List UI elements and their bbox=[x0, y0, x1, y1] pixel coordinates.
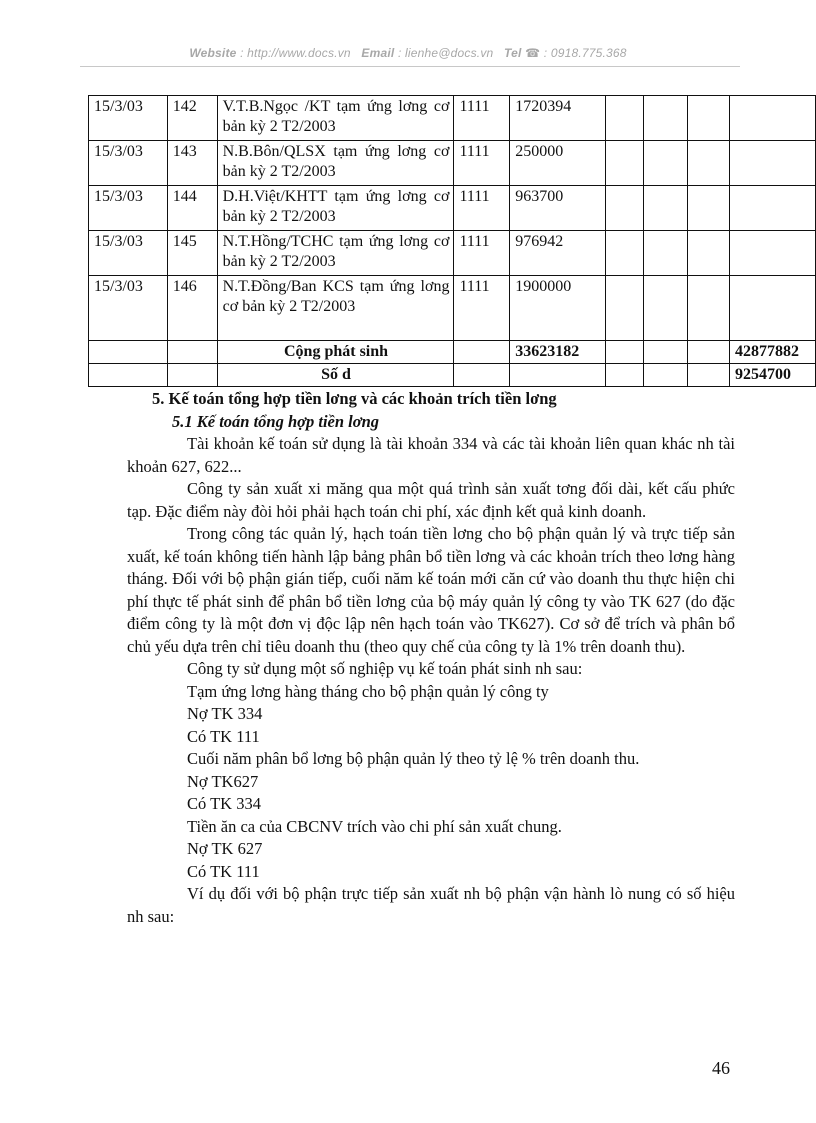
cell-date: 15/3/03 bbox=[89, 186, 168, 231]
line-credit-111: Có TK 111 bbox=[187, 726, 260, 746]
line-meal-allowance: Tiền ăn ca của CBCNV trích vào chi phí sản xuất chung. bbox=[187, 816, 562, 836]
cell-empty bbox=[167, 341, 217, 364]
cell-account: 1111 bbox=[454, 96, 510, 141]
total-debit: 33623182 bbox=[510, 341, 606, 364]
tel-label: Tel bbox=[504, 46, 522, 60]
line-debit-627-b: Nợ TK 627 bbox=[187, 839, 263, 858]
page-number: 46 bbox=[712, 1058, 730, 1078]
cell-empty bbox=[606, 141, 644, 186]
cell-date: 15/3/03 bbox=[89, 96, 168, 141]
cell-number: 142 bbox=[167, 96, 217, 141]
line-debit-627: Nợ TK627 bbox=[187, 771, 259, 791]
cell-empty bbox=[643, 186, 688, 231]
cell-empty bbox=[167, 364, 217, 387]
document-body bbox=[127, 388, 735, 928]
balance-row bbox=[89, 364, 816, 387]
cell-empty bbox=[606, 364, 644, 387]
table-row bbox=[89, 141, 816, 186]
paragraph-production: Công ty sản xuất xi măng qua một quá trình sản xuất tơng đối dài, kết cấu phức tạp. Đặc điểm này đòi hỏi phải hạch toán chi phí, xác định kết quả kinh doanh. bbox=[127, 479, 735, 521]
balance-value: 9254700 bbox=[730, 364, 816, 387]
cell-empty bbox=[643, 96, 688, 141]
line-credit-111-b: Có TK 111 bbox=[187, 861, 260, 881]
cell-number: 145 bbox=[167, 231, 217, 276]
cell-description: V.T.B.Ngọc /KT tạm ứng lơng cơ bản kỳ 2 T2/2003 bbox=[217, 96, 454, 141]
cell-empty bbox=[606, 341, 644, 364]
paragraph-operations: Công ty sử dụng một số nghiệp vụ kế toán phát sinh nh sau: bbox=[187, 659, 583, 678]
cell-date: 15/3/03 bbox=[89, 141, 168, 186]
cell-amount: 976942 bbox=[510, 231, 606, 276]
cell-empty bbox=[454, 364, 510, 387]
cell-empty bbox=[643, 364, 688, 387]
cell-empty bbox=[643, 341, 688, 364]
cell-empty bbox=[643, 231, 688, 276]
cell-empty bbox=[688, 231, 730, 276]
table-row bbox=[89, 276, 816, 341]
balance-label: Số d bbox=[217, 364, 454, 387]
cell-empty bbox=[643, 141, 688, 186]
paragraph-example: Ví dụ đối với bộ phận trực tiếp sản xuất nh bộ phận vận hành lò nung có số hiệu nh sau: bbox=[127, 884, 735, 926]
total-credit: 42877882 bbox=[730, 341, 816, 364]
cell-empty bbox=[606, 96, 644, 141]
line-debit-334: Nợ TK 334 bbox=[187, 704, 263, 723]
paragraph-management: Trong công tác quản lý, hạch toán tiền lơng cho bộ phận quản lý và trực tiếp sản xuất, kế toán không tiến hành lập bảng phân bổ tiền lơng và các khoản trích theo lơng hàng tháng. Đối với bộ phận gián tiếp, cuối năm kế toán mới căn cứ vào doanh thu thực hiện chi phí thực tế phát sinh để phân bổ tiền lơng của bộ máy quản lý công ty vào TK 627 (do đặc điểm công ty là một đơn vị độc lập nên hạch toán vào TK627). Cơ sở để trích và phân bổ chủ yếu dựa trên chỉ tiêu doanh thu (theo quy chế của công ty là 1% trên doanh thu). bbox=[127, 524, 735, 656]
section-heading-5-1: 5.1 Kế toán tổng hợp tiền lơng bbox=[172, 411, 380, 431]
header-divider bbox=[80, 66, 740, 67]
cell-empty bbox=[688, 276, 730, 341]
total-label: Cộng phát sinh bbox=[217, 341, 454, 364]
table-row bbox=[89, 186, 816, 231]
cell-description: N.T.Hồng/TCHC tạm ứng lơng cơ bản kỳ 2 T2/2003 bbox=[217, 231, 454, 276]
cell-description: N.T.Đồng/Ban KCS tạm ứng lơng cơ bản kỳ 2 T2/2003 bbox=[217, 276, 454, 341]
cell-account: 1111 bbox=[454, 231, 510, 276]
cell-date: 15/3/03 bbox=[89, 231, 168, 276]
cell-description: D.H.Việt/KHTT tạm ứng lơng cơ bản kỳ 2 T2/2003 bbox=[217, 186, 454, 231]
cell-empty bbox=[643, 276, 688, 341]
ledger-table bbox=[88, 95, 816, 387]
cell-amount: 1720394 bbox=[510, 96, 606, 141]
website-value: : http://www.docs.vn bbox=[240, 46, 351, 60]
tel-value: : 0918.775.368 bbox=[543, 46, 627, 60]
table-row bbox=[89, 231, 816, 276]
table-row bbox=[89, 96, 816, 141]
total-row bbox=[89, 341, 816, 364]
line-credit-334: Có TK 334 bbox=[187, 794, 261, 813]
cell-amount: 250000 bbox=[510, 141, 606, 186]
cell-date: 15/3/03 bbox=[89, 276, 168, 341]
cell-description: N.B.Bôn/QLSX tạm ứng lơng cơ bản kỳ 2 T2/2003 bbox=[217, 141, 454, 186]
cell-empty bbox=[688, 141, 730, 186]
cell-empty bbox=[606, 186, 644, 231]
cell-account: 1111 bbox=[454, 186, 510, 231]
cell-empty bbox=[730, 186, 816, 231]
cell-empty bbox=[730, 96, 816, 141]
cell-empty bbox=[89, 364, 168, 387]
cell-empty bbox=[730, 231, 816, 276]
cell-empty bbox=[454, 341, 510, 364]
cell-number: 144 bbox=[167, 186, 217, 231]
cell-empty bbox=[89, 341, 168, 364]
cell-number: 146 bbox=[167, 276, 217, 341]
cell-empty bbox=[510, 364, 606, 387]
cell-amount: 1900000 bbox=[510, 276, 606, 341]
cell-empty bbox=[688, 186, 730, 231]
cell-empty bbox=[730, 141, 816, 186]
paragraph-accounts: Tài khoản kế toán sử dụng là tài khoản 334 và các tài khoản liên quan khác nh tài khoản 627, 622... bbox=[127, 434, 735, 476]
cell-empty bbox=[688, 341, 730, 364]
cell-empty bbox=[688, 96, 730, 141]
email-value: : lienhe@docs.vn bbox=[397, 46, 494, 60]
cell-account: 1111 bbox=[454, 276, 510, 341]
cell-account: 1111 bbox=[454, 141, 510, 186]
cell-number: 143 bbox=[167, 141, 217, 186]
email-label: Email bbox=[361, 46, 395, 60]
phone-icon: ☎ bbox=[525, 46, 541, 60]
section-heading-5: 5. Kế toán tổng hợp tiền lơng và các khoản trích tiền lơng bbox=[152, 389, 557, 408]
paragraph-year-end: Cuối năm phân bổ lơng bộ phận quản lý theo tỷ lệ % trên doanh thu. bbox=[187, 749, 640, 768]
cell-empty bbox=[688, 364, 730, 387]
cell-empty bbox=[606, 231, 644, 276]
page-header bbox=[0, 46, 816, 60]
cell-empty bbox=[730, 276, 816, 341]
website-label: Website bbox=[189, 46, 237, 60]
line-advance: Tạm ứng lơng hàng tháng cho bộ phận quản lý công ty bbox=[187, 681, 549, 701]
cell-empty bbox=[606, 276, 644, 341]
cell-amount: 963700 bbox=[510, 186, 606, 231]
